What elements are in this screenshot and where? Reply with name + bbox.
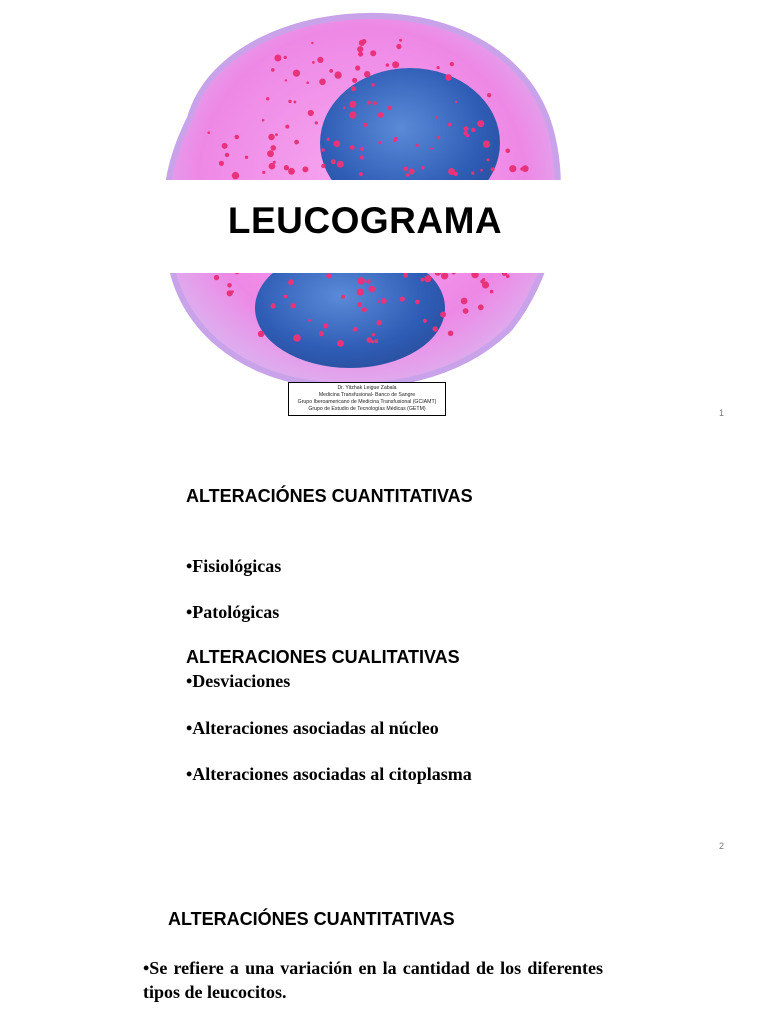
- granule-dot: [363, 123, 367, 127]
- granule-dot: [490, 290, 494, 294]
- granule-dot: [337, 161, 344, 168]
- granule-dot: [423, 319, 427, 323]
- granule-dot: [214, 275, 219, 280]
- granule-dot: [337, 340, 344, 347]
- granule-dot: [312, 61, 315, 64]
- granule-dot: [378, 141, 381, 144]
- granule-dot: [461, 298, 468, 305]
- granule-dot: [358, 52, 363, 57]
- slide-1: [0, 0, 768, 432]
- granule-dot: [227, 283, 232, 288]
- granule-dot: [326, 273, 331, 278]
- granule-dot: [235, 135, 240, 140]
- granule-dot: [334, 71, 341, 78]
- heading-quantitative: ALTERACIÓNES CUANTITATIVAS: [186, 486, 473, 506]
- granule-dot: [487, 158, 490, 161]
- bullet-fisiologicas: •Fisiológicas: [186, 556, 282, 576]
- granule-dot: [352, 78, 357, 83]
- bullet-desviaciones: •Desviaciones: [186, 671, 291, 691]
- granule-dot: [293, 334, 301, 342]
- granule-dot: [406, 173, 410, 177]
- granule-dot: [435, 116, 438, 119]
- granule-dot: [463, 308, 469, 314]
- granule-dot: [450, 62, 454, 66]
- granule-dot: [321, 164, 325, 168]
- granule-dot: [448, 168, 455, 175]
- granule-dot: [275, 133, 278, 136]
- granule-dot: [327, 138, 330, 141]
- granule-dot: [349, 111, 356, 118]
- granule-dot: [372, 333, 375, 336]
- granule-dot: [319, 331, 324, 336]
- granule-dot: [440, 312, 446, 318]
- granule-dot: [268, 134, 274, 140]
- bullet-citoplasma: •Alteraciones asociadas al citoplasma: [186, 764, 472, 784]
- granule-dot: [317, 57, 323, 63]
- granule-dot: [271, 303, 276, 308]
- bullet-patologicas: •Patológicas: [186, 602, 280, 622]
- granule-dot: [350, 145, 355, 150]
- granule-dot: [355, 65, 360, 70]
- granule-dot: [506, 274, 510, 278]
- granule-dot: [455, 101, 457, 103]
- granule-dot: [360, 155, 364, 159]
- granule-dot: [294, 140, 299, 145]
- granule-dot: [207, 131, 210, 134]
- granule-dot: [377, 300, 380, 303]
- granule-dot: [373, 101, 377, 105]
- granule-dot: [437, 136, 441, 140]
- granule-dot: [400, 297, 405, 302]
- granule-dot: [370, 50, 376, 56]
- granule-dot: [466, 134, 470, 138]
- granule-dot: [366, 279, 370, 283]
- granule-dot: [245, 156, 248, 159]
- granule-dot: [284, 56, 287, 59]
- granule-dot: [290, 303, 295, 308]
- granule-dot: [357, 277, 364, 284]
- granule-dot: [329, 69, 333, 73]
- author-credits: [288, 382, 446, 416]
- granule-dot: [464, 126, 469, 131]
- granule-dot: [396, 44, 401, 49]
- granule-dot: [378, 112, 384, 118]
- granule-dot: [293, 70, 300, 77]
- granule-dot: [478, 304, 484, 310]
- granule-dot: [271, 68, 275, 72]
- page-number: 2: [718, 841, 724, 851]
- granule-dot: [357, 302, 362, 307]
- granule-dot: [471, 128, 475, 132]
- credit-line: Grupo Iberoamericano de Medicina Transfusional (GCIAMT): [297, 399, 437, 405]
- granule-dot: [367, 337, 373, 343]
- granule-dot: [367, 101, 371, 105]
- slide-3: [0, 864, 768, 1024]
- granule-dot: [306, 81, 309, 84]
- granule-dot: [343, 107, 346, 110]
- slide-2: [0, 432, 768, 864]
- granule-dot: [357, 289, 364, 296]
- granule-dot: [477, 120, 484, 127]
- granule-dot: [392, 61, 399, 68]
- granule-dot: [288, 279, 294, 285]
- granule-dot: [441, 272, 448, 279]
- granule-dot: [480, 169, 483, 172]
- granule-dot: [308, 110, 314, 116]
- granule-dot: [302, 166, 308, 172]
- granule-dot: [359, 172, 363, 176]
- granule-dot: [364, 71, 370, 77]
- granule-dot: [399, 39, 402, 42]
- granule-dot: [448, 123, 452, 127]
- granule-dot: [371, 83, 375, 87]
- granule-dot: [409, 169, 415, 175]
- granule-dot: [483, 140, 490, 147]
- granule-dot: [506, 149, 511, 154]
- granule-dot: [421, 278, 425, 282]
- granule-dot: [360, 147, 364, 151]
- granule-dot: [362, 307, 367, 312]
- granule-dot: [271, 145, 277, 151]
- granule-dot: [386, 63, 389, 66]
- granule-dot: [319, 79, 326, 86]
- presentation-title: LEUCOGRAMA: [227, 200, 503, 241]
- page-number: 1: [718, 408, 724, 418]
- granule-dot: [416, 144, 419, 147]
- granule-dot: [388, 106, 392, 110]
- granule-dot: [424, 275, 431, 282]
- granule-dot: [227, 290, 233, 296]
- granule-dot: [315, 121, 318, 124]
- bullet-nucleo: •Alteraciones asociadas al núcleo: [186, 718, 439, 738]
- heading-quantitative: ALTERACIÓNES CUANTITATIVAS: [168, 909, 455, 929]
- granule-dot: [341, 295, 345, 299]
- granule-dot: [357, 46, 363, 52]
- granule-dot: [430, 147, 433, 150]
- granule-dot: [274, 55, 281, 62]
- credit-line: Grupo de Estudio de Tecnologías Médicas (GETM): [308, 406, 426, 412]
- granule-dot: [421, 166, 424, 169]
- granule-dot: [284, 295, 288, 299]
- credit-line: Dr. Yitzhak Leigue Zabala: [337, 385, 397, 391]
- granule-dot: [376, 320, 382, 326]
- credit-line: Medicina Transfusional- Banco de Sangre: [318, 392, 416, 398]
- granule-dot: [404, 166, 409, 171]
- granule-dot: [509, 165, 516, 172]
- granule-dot: [520, 167, 524, 171]
- granule-dot: [285, 79, 287, 81]
- heading-qualitative: ALTERACIONES CUALITATIVAS: [186, 647, 460, 667]
- granule-dot: [482, 281, 489, 288]
- granule-dot: [219, 161, 224, 166]
- granule-dot: [445, 74, 452, 81]
- granule-dot: [258, 331, 265, 338]
- granule-dot: [321, 148, 325, 152]
- granule-dot: [284, 165, 289, 170]
- granule-dot: [448, 331, 454, 337]
- granule-dot: [471, 171, 474, 174]
- granule-dot: [262, 171, 265, 174]
- granule-dot: [288, 168, 295, 175]
- granule-dot: [487, 93, 491, 97]
- granule-dot: [437, 66, 440, 69]
- granule-dot: [225, 153, 229, 157]
- granule-dot: [308, 319, 311, 322]
- granule-dot: [294, 101, 297, 104]
- granule-dot: [334, 140, 341, 147]
- granule-dot: [491, 167, 495, 171]
- granule-dot: [359, 40, 365, 46]
- granule-dot: [232, 172, 239, 179]
- granule-dot: [394, 137, 398, 141]
- granule-dot: [351, 86, 356, 91]
- granule-dot: [311, 42, 313, 44]
- granule-dot: [285, 125, 289, 129]
- granule-dot: [433, 326, 438, 331]
- granule-dot: [331, 159, 336, 164]
- granule-dot: [267, 150, 274, 157]
- granule-dot: [266, 97, 269, 100]
- granule-dot: [273, 161, 276, 164]
- definition-paragraph: •Se refiere a una variación en la cantidad de los diferentes tipos de leucocitos.: [143, 958, 603, 1002]
- granule-dot: [262, 119, 265, 122]
- granule-dot: [374, 339, 378, 343]
- granule-dot: [381, 298, 387, 304]
- granule-dot: [415, 300, 420, 305]
- granule-dot: [323, 323, 328, 328]
- granule-dot: [288, 100, 291, 103]
- granule-dot: [353, 328, 356, 331]
- granule-dot: [371, 288, 375, 292]
- granule-dot: [349, 101, 356, 108]
- granule-dot: [222, 143, 228, 149]
- granule-dot: [403, 273, 408, 278]
